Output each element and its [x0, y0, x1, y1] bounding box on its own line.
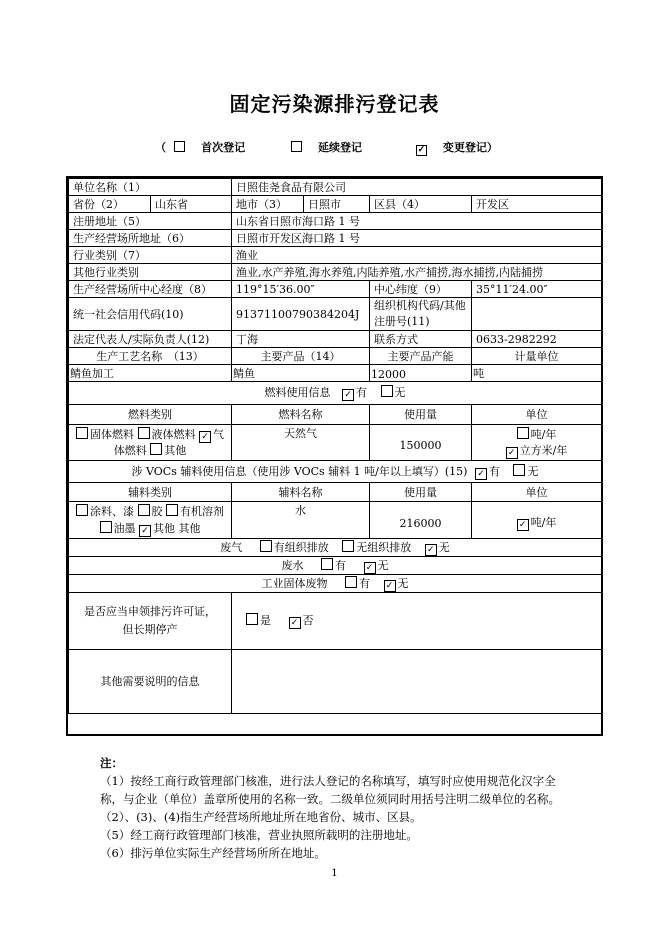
org-code-value[interactable]	[472, 298, 602, 331]
checked-checkbox-icon: ✓	[417, 145, 426, 155]
vocs-other-label: 其他	[153, 522, 175, 535]
fuel-no-checkbox[interactable]	[381, 386, 406, 399]
solid-waste-label: 工业固体废物	[261, 576, 328, 590]
vocs-header-label: 涉 VOCs 辅料使用信息（使用涉 VOCs 辅料 1 吨/年以上填写）(15)	[131, 464, 468, 478]
gas-none-label: 无	[438, 540, 450, 554]
legal-rep-value[interactable]: 丁海	[232, 331, 370, 348]
longitude-value[interactable]: 119°15′36.00″	[232, 281, 370, 298]
capacity-head: 主要产品产能	[370, 348, 472, 365]
credit-code-label: 统一社会信用代码(10)	[69, 298, 232, 331]
waste-water-cell	[69, 557, 602, 575]
checkbox-icon	[381, 385, 393, 397]
row-solid-waste	[69, 575, 602, 593]
registration-type-line	[0, 139, 669, 156]
reg-open: （	[155, 141, 167, 154]
fuel-other-checkbox[interactable]	[150, 444, 186, 457]
process-head: 生产工艺名称 （13）	[69, 348, 232, 365]
checkbox-icon	[246, 613, 258, 625]
checked-checkbox-icon: ✓	[289, 617, 301, 629]
form-title: 固定污染源排污登记表	[229, 92, 440, 116]
water-none-checkbox[interactable]	[364, 559, 389, 572]
checkbox-icon	[321, 558, 333, 570]
registration-form	[66, 176, 603, 736]
industry-value[interactable]: 渔业	[232, 247, 602, 264]
reg-first-checkbox[interactable]	[166, 141, 253, 154]
longitude-label: 生产经营场所中心经度（8）	[69, 281, 232, 298]
reg-extend-label: 延续登记	[318, 141, 362, 154]
fuel-gas-label-a: 气	[213, 427, 224, 441]
row-vocs-header	[69, 461, 602, 483]
vocs-unit-head: 单位	[472, 483, 602, 502]
fuel-amount-value[interactable]: 150000	[370, 425, 472, 461]
reg-extend-checkbox[interactable]	[283, 141, 370, 154]
fuel-solid-label: 固体燃料	[90, 427, 134, 441]
gas-org-label: 有组织排放	[273, 540, 329, 554]
vocs-yes-label: 有	[488, 464, 500, 478]
reg-first-label: 首次登记	[201, 141, 246, 154]
vocs-unit-label: 吨/年	[530, 515, 557, 529]
note-3: （5）经工商行政管理部门核准，营业执照所载明的注册地址。	[100, 828, 418, 842]
gas-unorg-label: 无组织排放	[356, 540, 412, 554]
vocs-solvent-label: 有机溶剂	[180, 505, 224, 518]
unit-value[interactable]: 吨	[472, 365, 602, 382]
checkbox-icon	[138, 427, 150, 439]
row-vocs-values	[69, 502, 602, 539]
fuel-name-head: 燃料名称	[232, 405, 370, 425]
gas-unorg-checkbox[interactable]	[342, 541, 411, 554]
note-2: （2）、(3)、(4)指生产经营场所地址所在地省份、城市、区县。	[100, 810, 422, 824]
other-industry-value[interactable]: 渔业,水产养殖,海水养殖,内陆养殖,水产捕捞,海水捕捞,内陆捕捞	[232, 264, 602, 281]
gas-org-checkbox[interactable]	[260, 541, 329, 554]
solid-none-checkbox[interactable]	[384, 577, 409, 590]
waste-water-label: 废水	[281, 558, 304, 572]
fuel-unit-m3-checkbox[interactable]	[506, 444, 568, 457]
vocs-name-value[interactable]: 水	[232, 502, 370, 539]
fuel-liquid-checkbox[interactable]	[138, 428, 196, 441]
permit-yes-checkbox[interactable]	[246, 614, 271, 627]
checked-checkbox-icon: ✓	[425, 544, 437, 556]
row-industry	[69, 247, 602, 264]
checkbox-icon	[291, 141, 302, 152]
reg-change-label: 变更登记）	[442, 141, 498, 154]
row-permit	[69, 593, 602, 650]
site-address-value[interactable]: 日照市开发区海口路 1 号	[232, 230, 602, 247]
capacity-value[interactable]: 12000	[370, 365, 472, 382]
row-product-head	[69, 348, 602, 365]
row-fuel-columns	[69, 405, 602, 425]
fuel-unit-m3-label: 立方米/年	[519, 443, 568, 457]
fuel-other-label: 其他	[164, 443, 187, 457]
fuel-yes-label: 有	[356, 386, 367, 399]
row-fuel-values	[69, 425, 602, 461]
contact-value[interactable]: 0633-2982292	[472, 331, 602, 348]
permit-no-checkbox[interactable]	[289, 614, 314, 627]
legal-rep-label: 法定代表人/实际负责人(12)	[69, 331, 232, 348]
fuel-amount-head: 使用量	[370, 405, 472, 425]
row-codes	[69, 298, 602, 331]
fuel-type-head: 燃料类别	[69, 405, 232, 425]
reg-address-value[interactable]: 山东省日照市海口路 1 号	[232, 213, 602, 230]
reg-change-checkbox[interactable]	[408, 141, 506, 154]
process-value[interactable]: 鲭鱼加工	[69, 365, 232, 382]
checkbox-icon	[513, 464, 525, 476]
checkbox-icon	[76, 504, 88, 516]
waste-gas-label: 废气	[220, 540, 243, 554]
vocs-ink-checkbox[interactable]	[100, 522, 136, 535]
fuel-type-options	[69, 425, 232, 461]
fuel-unit-ton-checkbox[interactable]	[517, 428, 557, 441]
fuel-solid-checkbox[interactable]	[76, 428, 134, 441]
vocs-amount-head: 使用量	[370, 483, 472, 502]
row-product	[69, 365, 602, 382]
row-region	[69, 196, 602, 213]
checked-checkbox-icon: ✓	[342, 389, 354, 401]
contact-label: 联系方式	[370, 331, 472, 348]
waste-gas-cell	[69, 539, 602, 557]
vocs-solvent-checkbox[interactable]	[166, 505, 224, 518]
vocs-type-options	[69, 502, 232, 539]
vocs-other-checkbox[interactable]	[139, 522, 175, 535]
checkbox-icon	[260, 540, 272, 552]
vocs-yes-checkbox[interactable]	[475, 465, 500, 478]
notes-heading: 注：	[100, 756, 123, 770]
solid-have-checkbox[interactable]	[345, 577, 370, 590]
fuel-yes-checkbox[interactable]	[342, 386, 367, 399]
row-reg-address	[69, 213, 602, 230]
permit-options	[232, 593, 602, 650]
permit-question: 是否应当申领排污许可证，但长期停产	[69, 593, 232, 650]
fuel-header	[69, 382, 602, 405]
vocs-glue-checkbox[interactable]	[138, 505, 163, 518]
fuel-no-label: 无	[394, 386, 406, 399]
vocs-no-label: 无	[527, 464, 539, 478]
permit-no-label: 否	[302, 614, 314, 627]
checked-checkbox-icon: ✓	[506, 447, 518, 459]
vocs-name-head: 辅料名称	[232, 483, 370, 502]
vocs-amount-value[interactable]: 216000	[370, 502, 472, 539]
checkbox-icon	[138, 504, 150, 516]
checkbox-icon	[166, 504, 178, 516]
checked-checkbox-icon: ✓	[384, 580, 396, 592]
row-other-info	[69, 650, 602, 714]
solid-waste-cell	[69, 575, 602, 593]
fuel-header-label: 燃料使用信息	[264, 386, 331, 399]
vocs-unit-option[interactable]	[472, 502, 602, 539]
product-head: 主要产品（14）	[232, 348, 370, 365]
fuel-unit-options	[472, 425, 602, 461]
fuel-liquid-label: 液体燃料	[151, 427, 196, 441]
vocs-header	[69, 461, 602, 483]
checkbox-icon	[342, 540, 354, 552]
other-info-value[interactable]	[232, 650, 602, 714]
vocs-type-head: 辅料类别	[69, 483, 232, 502]
row-other-industry	[69, 264, 602, 281]
form-table	[68, 178, 602, 714]
industry-label: 行业类别（7）	[69, 247, 232, 264]
row-waste-gas	[69, 539, 602, 557]
checkbox-icon	[100, 521, 112, 533]
solid-none-label: 无	[397, 576, 409, 590]
checked-checkbox-icon: ✓	[364, 562, 376, 574]
checkbox-icon	[174, 141, 185, 152]
city-label: 地市（3）	[232, 196, 304, 213]
vocs-coating-checkbox[interactable]	[76, 505, 134, 518]
city-value[interactable]: 日照市	[304, 196, 370, 213]
reg-address-label: 注册地址（5）	[69, 213, 232, 230]
water-have-label: 有	[335, 558, 346, 572]
row-fuel-header	[69, 382, 602, 405]
row-unit-name	[69, 179, 602, 196]
checkbox-icon	[345, 576, 357, 588]
checkbox-icon	[517, 427, 529, 439]
row-coordinates	[69, 281, 602, 298]
vocs-other-text[interactable]: 其他	[178, 522, 201, 535]
permit-yes-label: 是	[260, 614, 271, 627]
checked-checkbox-icon: ✓	[139, 525, 151, 537]
water-none-label: 无	[377, 558, 389, 572]
page-number: 1	[331, 868, 338, 879]
unit-head: 计量单位	[472, 348, 602, 365]
checkbox-icon	[76, 427, 88, 439]
note-4: （6）排污单位实际生产经营场所所在地址。	[100, 846, 326, 860]
checkbox-icon	[150, 443, 162, 455]
checked-checkbox-icon: ✓	[517, 519, 529, 531]
vocs-no-checkbox[interactable]	[513, 465, 538, 478]
product-value[interactable]: 鲭鱼	[232, 365, 370, 382]
unit-name-label: 单位名称（1）	[69, 179, 232, 196]
unit-name-value[interactable]: 日照佳尧食品有限公司	[232, 179, 602, 196]
fuel-name-value[interactable]: 天然气	[232, 425, 370, 461]
vocs-coating-label: 涂料、漆	[90, 505, 134, 518]
latitude-label: 中心纬度（9）	[370, 281, 472, 298]
other-info-label: 其他需要说明的信息	[69, 650, 232, 714]
fuel-gas-label-b: 体燃料	[113, 443, 147, 457]
org-code-label: 组织机构代码/其他注册号(11)	[370, 298, 472, 331]
vocs-ink-label: 油墨	[113, 522, 136, 535]
row-legal	[69, 331, 602, 348]
row-site-address	[69, 230, 602, 247]
fuel-unit-head: 单位	[472, 405, 602, 425]
row-waste-water	[69, 557, 602, 575]
other-industry-label: 其他行业类别	[69, 264, 232, 281]
fuel-unit-ton-label: 吨/年	[530, 427, 557, 441]
note-1: （1）按经工商行政管理部门核准，进行法人登记的名称填写，填写时应使用规范化汉字全称，与企业（单位）盖章所使用的名称一致。二级单位须同时用括号注明二级单位的名称。	[100, 774, 560, 806]
water-have-checkbox[interactable]	[321, 559, 346, 572]
gas-none-checkbox[interactable]	[425, 541, 450, 554]
county-label: 区县（4）	[370, 196, 472, 213]
fuel-gas-checkbox[interactable]	[199, 428, 224, 441]
row-vocs-columns	[69, 483, 602, 502]
county-value[interactable]: 开发区	[472, 196, 602, 213]
notes-section	[100, 754, 570, 862]
latitude-value[interactable]: 35°11′24.00″	[472, 281, 602, 298]
site-address-label: 生产经营场所地址（6）	[69, 230, 232, 247]
checked-checkbox-icon: ✓	[475, 468, 487, 480]
vocs-glue-label: 胶	[151, 505, 163, 518]
solid-have-label: 有	[359, 576, 370, 590]
checked-checkbox-icon: ✓	[199, 431, 211, 443]
province-value[interactable]: 山东省	[151, 196, 232, 213]
credit-code-value[interactable]: 91371100790384204J	[232, 298, 370, 331]
province-label: 省份（2）	[69, 196, 151, 213]
